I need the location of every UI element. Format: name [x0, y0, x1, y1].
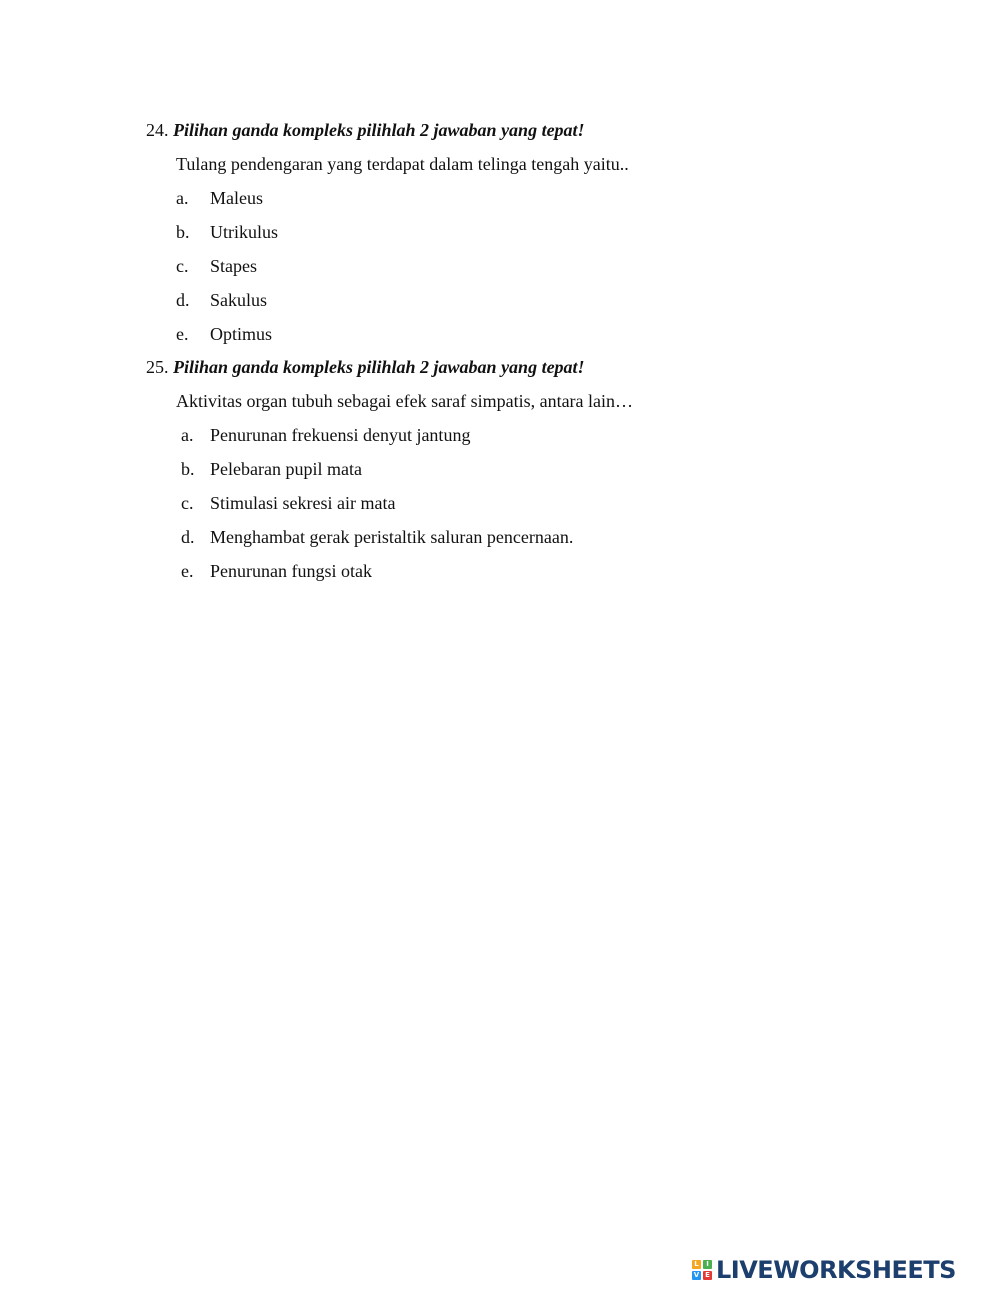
question-25-stem: Aktivitas organ tubuh sebagai efek saraf simpatis, antara lain… — [176, 391, 634, 411]
question-number: 24. — [146, 120, 169, 140]
option-text: Utrikulus — [210, 222, 279, 242]
option-letter: c. — [176, 256, 189, 276]
option-letter: e. — [181, 561, 194, 581]
question-instruction: Pilihan ganda kompleks pilihlah 2 jawaban yang tepat! — [173, 357, 585, 377]
logo-text: LIVEWORKSHEETS — [716, 1256, 956, 1284]
logo-grid-icon — [692, 1260, 712, 1280]
question-number: 25. — [146, 357, 169, 377]
option-letter: b. — [181, 459, 195, 479]
liveworksheets-logo — [692, 1256, 956, 1284]
option-letter: e. — [176, 324, 189, 344]
option-text: Maleus — [210, 188, 263, 208]
logo-square-i: I — [703, 1260, 712, 1269]
option-text: Penurunan fungsi otak — [210, 561, 372, 581]
option-letter: d. — [181, 527, 195, 547]
option-text: Penurunan frekuensi denyut jantung — [210, 425, 471, 445]
logo-square-l: L — [692, 1260, 701, 1269]
option-text: Menghambat gerak peristaltik saluran pencernaan. — [210, 527, 574, 547]
option-letter: c. — [181, 493, 194, 513]
option-letter: a. — [176, 188, 189, 208]
logo-square-v: V — [693, 1271, 700, 1279]
option-text: Stapes — [210, 256, 257, 276]
question-24-stem: Tulang pendengaran yang terdapat dalam telinga tengah yaitu.. — [176, 154, 629, 174]
question-instruction: Pilihan ganda kompleks pilihlah 2 jawaban yang tepat! — [173, 120, 585, 140]
option-text: Sakulus — [210, 290, 268, 310]
option-text: Optimus — [210, 324, 273, 344]
question-24-heading — [146, 118, 585, 142]
option-text: Pelebaran pupil mata — [210, 459, 362, 479]
question-25-heading — [146, 355, 585, 379]
option-letter: b. — [176, 222, 190, 242]
option-letter: d. — [176, 290, 190, 310]
option-text: Stimulasi sekresi air mata — [210, 493, 396, 513]
logo-square-e: E — [703, 1271, 712, 1280]
option-letter: a. — [181, 425, 194, 445]
